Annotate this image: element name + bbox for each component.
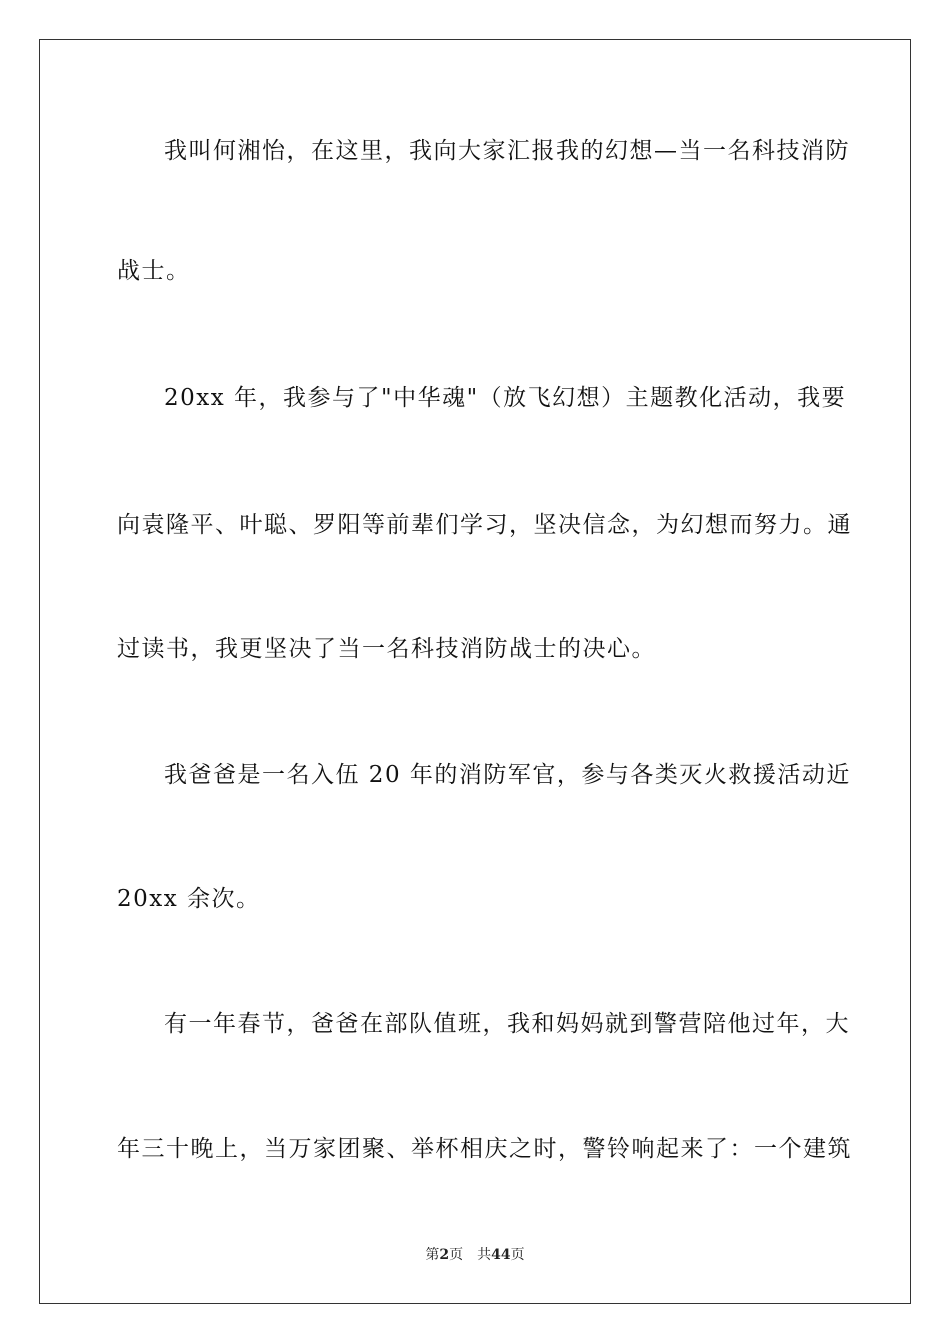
paragraph-2-line-1: 20xx 年，我参与了"中华魂"（放飞幻想）主题教化活动，我要 — [164, 385, 847, 411]
page-footer — [0, 1246, 950, 1264]
paragraph-4-line-2: 年三十晚上，当万家团聚、举杯相庆之时，警铃响起来了：一个建筑 — [117, 1136, 852, 1162]
paragraph-4-line-1: 有一年春节，爸爸在部队值班，我和妈妈就到警营陪他过年，大 — [164, 1011, 850, 1037]
page-number: 2 — [439, 1247, 450, 1263]
page-border — [39, 39, 911, 1304]
page-label-prefix: 第 — [425, 1247, 440, 1263]
page-label-suffix: 页 — [449, 1247, 464, 1263]
total-pages: 44 — [491, 1247, 511, 1263]
total-label-suffix: 页 — [510, 1247, 525, 1263]
paragraph-1-line-1: 我叫何湘怡，在这里，我向大家汇报我的幻想—当一名科技消防 — [164, 138, 850, 164]
paragraph-1-line-2: 战士。 — [117, 258, 191, 284]
paragraph-3-line-2: 20xx 余次。 — [117, 886, 261, 912]
paragraph-2-line-2: 向袁隆平、叶聪、罗阳等前辈们学习，坚决信念，为幻想而努力。通 — [117, 512, 852, 538]
paragraph-2-line-3: 过读书，我更坚决了当一名科技消防战士的决心。 — [117, 636, 656, 662]
total-label-prefix: 共 — [477, 1247, 492, 1263]
paragraph-3-line-1: 我爸爸是一名入伍 20 年的消防军官，参与各类灭火救援活动近 — [164, 762, 851, 788]
